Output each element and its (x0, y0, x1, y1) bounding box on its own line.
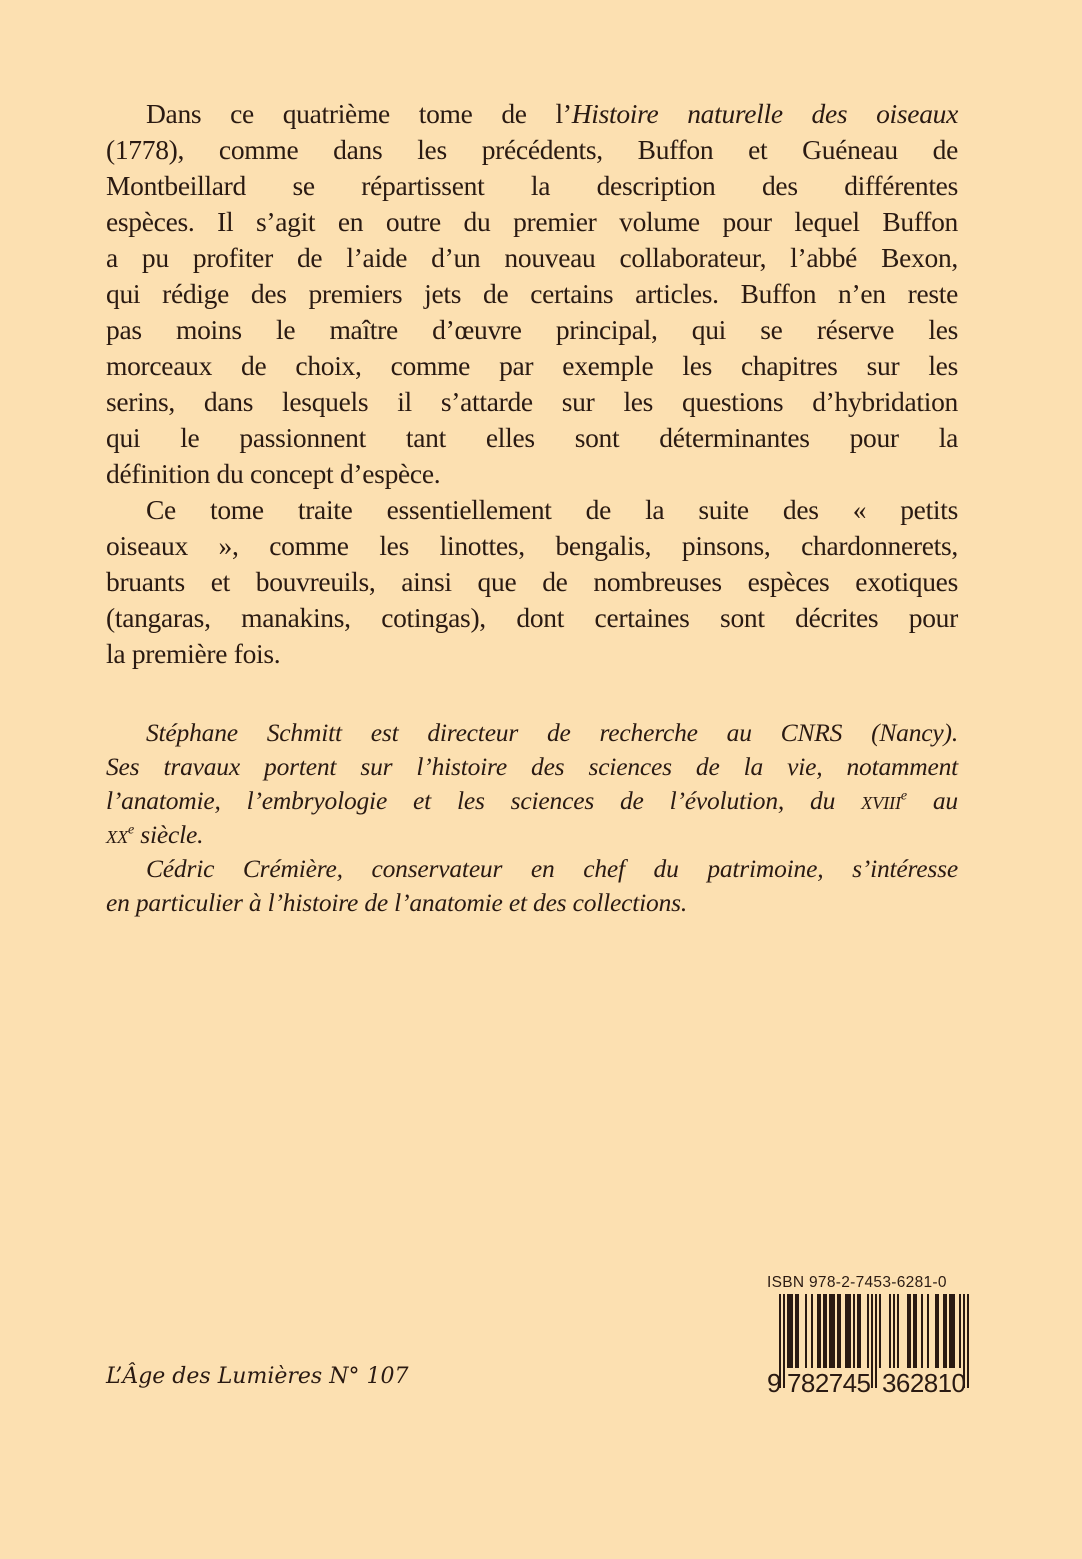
barcode-bar (849, 1294, 851, 1368)
barcode-bar (837, 1294, 839, 1368)
blurb-line: Ce tome traite essentiellement de la suite des « petits (146, 494, 958, 525)
blurb (106, 96, 958, 672)
barcode-bar (879, 1294, 881, 1368)
barcode-bar (823, 1294, 825, 1368)
isbn-barcode (767, 1274, 982, 1396)
barcode-digits-right: 362810 (882, 1368, 966, 1396)
barcode-bar (789, 1294, 791, 1368)
barcode-bar (817, 1294, 819, 1368)
century: XX (106, 827, 129, 847)
bio-line (106, 784, 958, 818)
century-sup: e (128, 822, 135, 838)
bio-text: l’anatomie, l’embryologie et les sciences de l’évolution, du (106, 786, 862, 815)
barcode-bar (915, 1294, 917, 1368)
bio-line: Ses travaux portent sur l’histoire des sciences de la vie, notamment (106, 752, 958, 781)
barcode-digits-left: 782745 (787, 1368, 871, 1396)
barcode-bar (945, 1294, 947, 1368)
barcode-bar (811, 1294, 813, 1368)
barcode-bar (845, 1294, 847, 1368)
bio-line (106, 818, 958, 852)
barcode-bar (893, 1294, 895, 1368)
isbn-label: ISBN 978-2-7453-6281-0 (767, 1274, 947, 1291)
barcode-bar (859, 1294, 861, 1368)
barcode-bar (853, 1294, 855, 1368)
blurb-line: qui le passionnent tant elles sont déterminantes pour la (106, 422, 958, 453)
barcode-icon (767, 1294, 982, 1396)
barcode-bar (949, 1294, 951, 1368)
barcode-bar (937, 1294, 939, 1368)
barcode-bar (833, 1294, 835, 1368)
blurb-line: espèces. Il s’agit en outre du premier volume pour lequel Buffon (106, 206, 958, 237)
book-title: Histoire naturelle des oiseaux (571, 98, 959, 129)
barcode-bar (921, 1294, 923, 1368)
barcode-bar (927, 1294, 929, 1368)
barcode-bar (829, 1294, 831, 1368)
bio-text: au (906, 786, 958, 815)
barcode-bar (897, 1294, 899, 1368)
blurb-text: Dans ce quatrième tome de l’ (146, 98, 572, 129)
barcode-bar (795, 1294, 797, 1368)
barcode-bar (889, 1294, 891, 1368)
barcode-bar (791, 1294, 793, 1368)
blurb-line: pas moins le maître d’œuvre principal, qui se réserve les (106, 314, 958, 345)
barcode-bar (857, 1294, 859, 1368)
blurb-line: qui rédige des premiers jets de certains articles. Buffon n’en reste (106, 278, 958, 309)
author-bio (106, 716, 958, 920)
blurb-line: (tangaras, manakins, cotingas), dont certaines sont décrites pour (106, 602, 958, 633)
barcode-bar (875, 1294, 877, 1388)
blurb-line: oiseaux », comme les linottes, bengalis, pinsons, chardonnerets, (106, 530, 958, 561)
bio-text: siècle. (134, 820, 204, 849)
blurb-line: (1778), comme dans les précédents, Buffon et Guéneau de (106, 134, 958, 165)
barcode-bar (871, 1294, 873, 1388)
bio-line: Stéphane Schmitt est directeur de recherche au CNRS (Nancy). (146, 718, 958, 747)
barcode-bar (819, 1294, 821, 1368)
blurb-line: Montbeillard se répartissent la description des différentes (106, 170, 958, 201)
barcode-bar (953, 1294, 955, 1368)
blurb-line: bruants et bouvreuils, ainsi que de nombreuses espèces exotiques (106, 566, 958, 597)
blurb-line: la première fois. (106, 638, 281, 669)
barcode-bar (943, 1294, 945, 1368)
blurb-line: morceaux de choix, comme par exemple les chapitres sur les (106, 350, 958, 381)
barcode-bar (909, 1294, 911, 1368)
barcode-bar (867, 1294, 869, 1368)
barcode-bar (825, 1294, 827, 1368)
barcode-bar (913, 1294, 915, 1368)
barcode-bar (831, 1294, 833, 1368)
series-label: L’Âge des Lumières N° 107 (106, 1364, 409, 1389)
century: XVIII (861, 793, 901, 813)
barcode-bar (847, 1294, 849, 1368)
barcode-bar (839, 1294, 841, 1368)
barcode-bar (951, 1294, 953, 1368)
barcode-bar (797, 1294, 799, 1368)
barcode-bar (907, 1294, 909, 1368)
barcode-bar (935, 1294, 937, 1368)
blurb-line (106, 96, 958, 132)
barcode-digit-lead: 9 (767, 1368, 782, 1396)
century-sup: e (900, 788, 907, 804)
blurb-line: serins, dans lesquels il s’attarde sur les questions d’hybridation (106, 386, 958, 417)
blurb-line: a pu profiter de l’aide d’un nouveau collaborateur, l’abbé Bexon, (106, 242, 958, 273)
bio-line: Cédric Crémière, conservateur en chef du patrimoine, s’intéresse (146, 854, 958, 883)
barcode-bar (787, 1294, 789, 1368)
blurb-line: définition du concept d’espèce. (106, 458, 441, 489)
barcode-bar (967, 1294, 969, 1388)
bio-line: en particulier à l’histoire de l’anatomie et des collections. (106, 888, 688, 917)
barcode-bar (805, 1294, 807, 1368)
barcode-bar (959, 1294, 961, 1368)
barcode-bar (783, 1294, 785, 1388)
